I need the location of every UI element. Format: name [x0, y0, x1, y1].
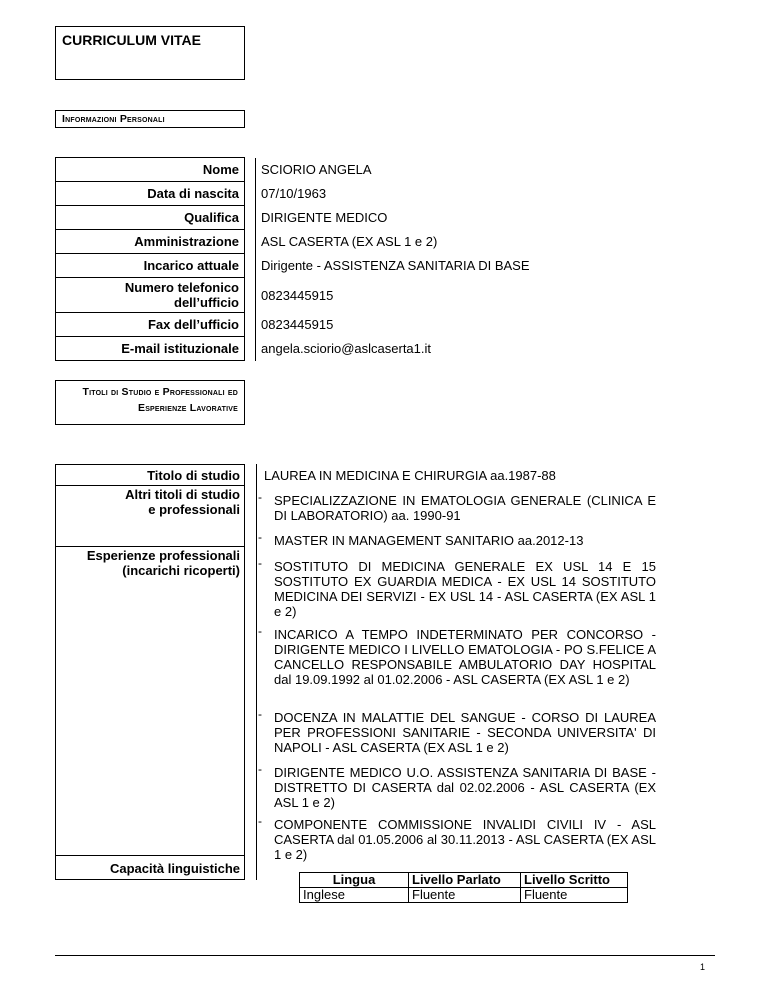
languages-table: [299, 872, 628, 903]
table-cell: Fluente: [521, 888, 628, 903]
table-row: [56, 182, 719, 206]
table-cell: Fluente: [409, 888, 521, 903]
list-item: - DIRIGENTE MEDICO U.O. ASSISTENZA SANITARIA DI BASE - DISTRETTO DI CASERTA dal 02.02.2006 - ASL CASERTA (EX ASL 1 e 2): [258, 762, 656, 810]
table-cell: Inglese: [300, 888, 409, 903]
divider: [55, 546, 245, 547]
table-row: [56, 206, 719, 230]
personal-section-heading: Informazioni Personali: [62, 113, 165, 125]
row-value: 07/10/1963: [256, 182, 719, 206]
row-label: Amministrazione: [56, 230, 245, 254]
titles-section-box: [55, 380, 245, 425]
table-row: [56, 230, 719, 254]
row-value: 0823445915: [256, 278, 719, 313]
row-value: ASL CASERTA (EX ASL 1 e 2): [256, 230, 719, 254]
titles-section-heading: Titoli di Studio e Professionali ed Esperienze Lavorative: [82, 386, 238, 414]
column-header: Livello Scritto: [521, 873, 628, 888]
divider: [55, 855, 245, 856]
list-item: - INCARICO A TEMPO INDETERMINATO PER CONCORSO -DIRIGENTE MEDICO I LIVELLO EMATOLOGIA - PO S.FELICE A CANCELLO RESPONSABILE AMBULATORIO DAY HOSPITAL dal 19.09.1992 al 01.02.2006 - ASL CASERTA (EX ASL 1 e 2): [258, 624, 656, 687]
cv-title: CURRICULUM VITAE: [62, 32, 201, 48]
table-row: [300, 888, 628, 903]
list-item: - SOSTITUTO DI MEDICINA GENERALE EX USL 14 E 15 SOSTITUTO EX GUARDIA MEDICA - EX USL 14 SOSTITUTO MEDICINA DEI SERVIZI - EX USL 14 - ASL CASERTA (EX ASL 1 e 2): [258, 556, 656, 619]
divider: [256, 464, 257, 880]
study-value: LAUREA IN MEDICINA E CHIRURGIA aa.1987-88: [264, 468, 556, 483]
personal-section-box: [55, 110, 245, 128]
experiences-label: Esperienze professionali (incarichi ricoperti): [86, 548, 240, 578]
table-row: [56, 337, 719, 361]
list-item: - SPECIALIZZAZIONE IN EMATOLOGIA GENERALE (CLINICA E DI LABORATORIO) aa. 1990-91: [258, 490, 656, 523]
footer-divider: [55, 955, 715, 956]
study-label: Titolo di studio: [147, 468, 240, 483]
list-item: - DOCENZA IN MALATTIE DEL SANGUE - CORSO DI LAUREA PER PROFESSIONI SANITARIE - SECONDA UNIVERSITA' DI NAPOLI - ASL CASERTA (EX ASL 1 e 2): [258, 707, 656, 755]
cv-title-box: [55, 26, 245, 80]
row-label: Fax dell’ufficio: [56, 313, 245, 337]
table-row: [56, 313, 719, 337]
list-item: - COMPONENTE COMMISSIONE INVALIDI CIVILI IV - ASL CASERTA dal 01.05.2006 al 30.11.2013 - ASL CASERTA (EX ASL 1 e 2): [258, 814, 656, 862]
row-value: SCIORIO ANGELA: [256, 158, 719, 182]
other-titles-label: Altri titoli di studio e professionali: [125, 487, 240, 517]
table-row: [300, 873, 628, 888]
row-value: 0823445915: [256, 313, 719, 337]
divider: [55, 485, 245, 486]
column-header: Livello Parlato: [409, 873, 521, 888]
column-header: Lingua: [300, 873, 409, 888]
table-row: [56, 254, 719, 278]
row-label: Data di nascita: [56, 182, 245, 206]
row-label: Nome: [56, 158, 245, 182]
labels-column: [55, 464, 245, 880]
row-label: Numero telefonico dell’ufficio: [56, 278, 245, 313]
list-item: - MASTER IN MANAGEMENT SANITARIO aa.2012-13: [258, 530, 584, 548]
table-row: [56, 158, 719, 182]
personal-info-table: [55, 157, 718, 361]
page-number: 1: [700, 962, 706, 972]
row-value: Dirigente - ASSISTENZA SANITARIA DI BASE: [256, 254, 719, 278]
row-label: E-mail istituzionale: [56, 337, 245, 361]
row-value: angela.sciorio@aslcaserta1.it: [256, 337, 719, 361]
row-label: Qualifica: [56, 206, 245, 230]
table-row: [56, 278, 719, 313]
languages-label: Capacità linguistiche: [109, 861, 240, 876]
row-value: DIRIGENTE MEDICO: [256, 206, 719, 230]
row-label: Incarico attuale: [56, 254, 245, 278]
